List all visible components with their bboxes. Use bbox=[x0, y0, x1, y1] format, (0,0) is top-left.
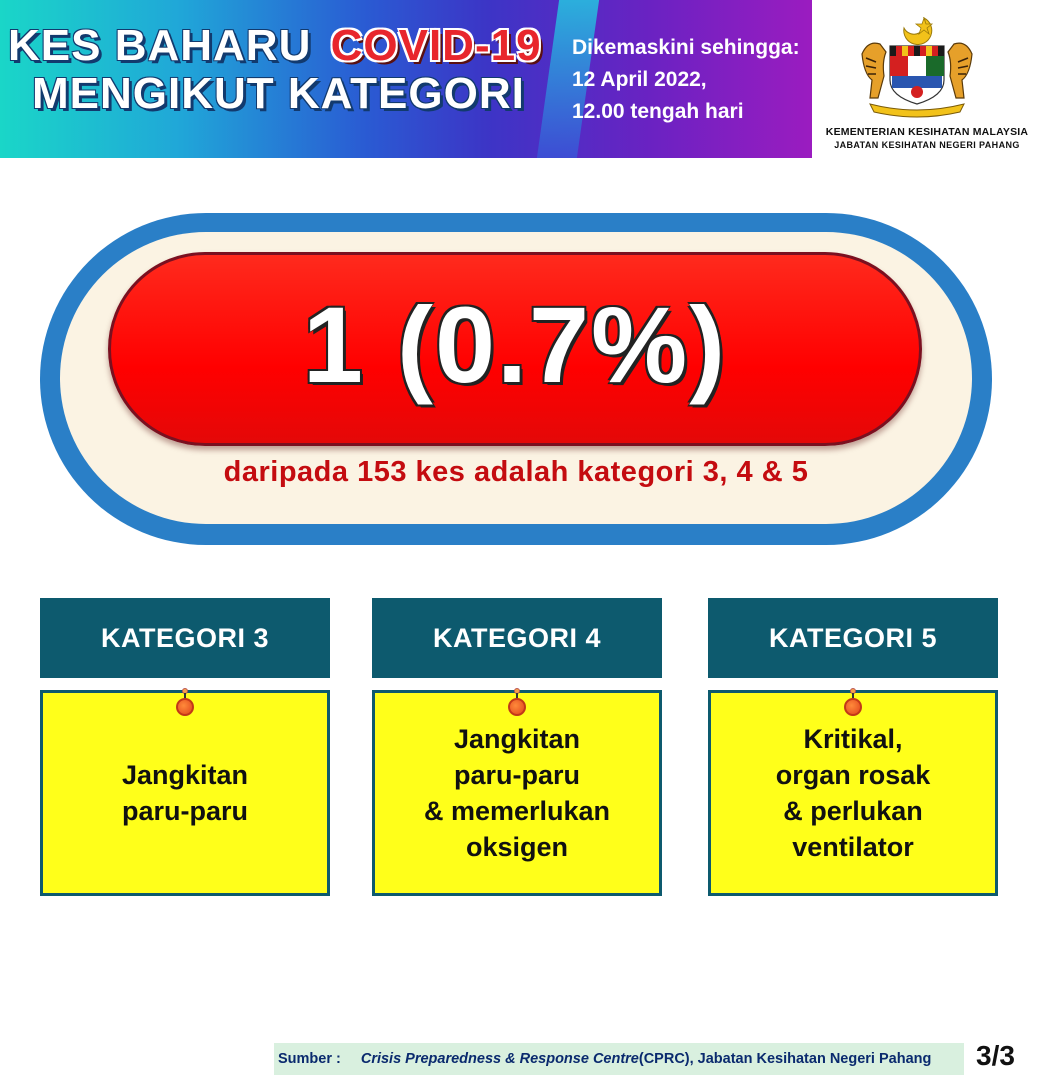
ministry-name: KEMENTERIAN KESIHATAN MALAYSIA bbox=[825, 126, 1029, 138]
pin-icon bbox=[508, 688, 526, 710]
department-name: JABATAN KESIHATAN NEGERI PAHANG bbox=[834, 140, 1020, 150]
category-description-box bbox=[40, 690, 330, 896]
category-description-box bbox=[708, 690, 998, 896]
header-banner bbox=[0, 0, 812, 158]
category-description-box bbox=[372, 690, 662, 896]
title-line-2: MENGIKUT KATEGORI bbox=[32, 69, 525, 118]
update-date: 12 April 2022, bbox=[572, 68, 707, 91]
category-title: KATEGORI 5 bbox=[708, 598, 998, 678]
update-info bbox=[572, 32, 800, 128]
category-card-3 bbox=[40, 598, 330, 826]
category-description: Jangkitan paru-paru & memerlukan oksigen bbox=[423, 724, 611, 862]
category-description: Jangkitan paru-paru bbox=[121, 760, 249, 826]
covid-label: COVID-19 bbox=[330, 21, 542, 70]
category-description: Kritikal, organ rosak & perlukan ventilator bbox=[775, 724, 931, 862]
page-title bbox=[8, 22, 556, 118]
source-detail: (CPRC), Jabatan Kesihatan Negeri Pahang bbox=[638, 1051, 932, 1067]
title-line-1: KES BAHARU bbox=[8, 21, 312, 70]
case-count-caption: daripada 153 kes adalah kategori 3, 4 & 5 bbox=[223, 456, 809, 488]
ministry-label bbox=[814, 126, 1040, 150]
category-title: KATEGORI 4 bbox=[372, 598, 662, 678]
category-card-4 bbox=[372, 598, 662, 862]
malaysia-coat-of-arms-icon bbox=[852, 14, 982, 118]
highlight-value-pill bbox=[108, 252, 922, 446]
source-bar bbox=[274, 1043, 964, 1075]
update-time: 12.00 tengah hari bbox=[572, 100, 744, 123]
case-count-value: 1 (0.7%) bbox=[302, 284, 728, 405]
source-organization: Crisis Preparedness & Response Centre bbox=[360, 1051, 639, 1067]
update-label: Dikemaskini sehingga: bbox=[572, 36, 800, 59]
page-number: 3/3 bbox=[976, 1040, 1015, 1071]
category-title: KATEGORI 3 bbox=[40, 598, 330, 678]
pin-icon bbox=[176, 688, 194, 710]
category-card-5 bbox=[708, 598, 998, 862]
pin-icon bbox=[844, 688, 862, 710]
source-label: Sumber : bbox=[278, 1051, 341, 1067]
